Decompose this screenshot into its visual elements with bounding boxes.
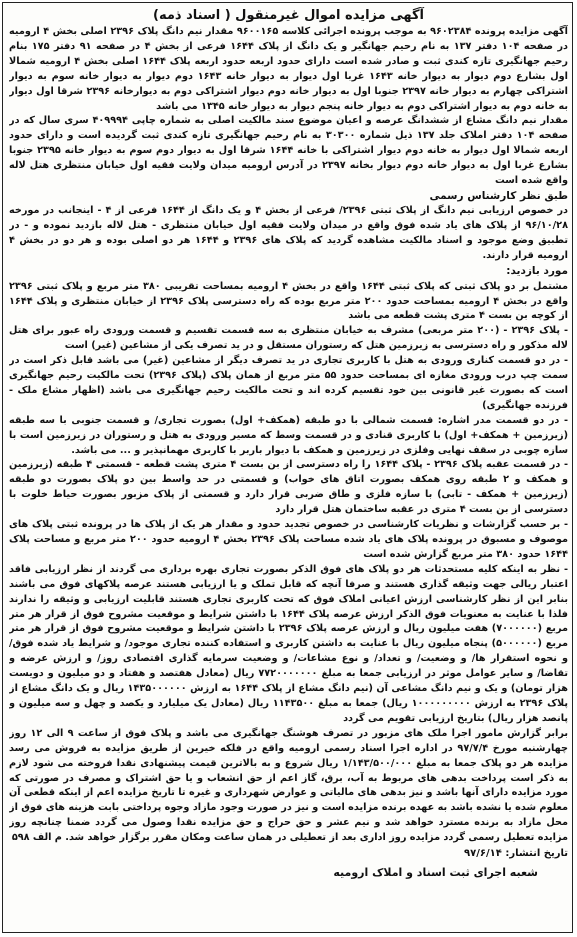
publication-date: تاریخ انتشار: ۹۷/۶/۱۴ [464, 848, 568, 860]
bullet-3: - در دو قسمت مدر اشاره: قسمت شمالی با دو طبقه (همکف+ اول) بصورت تجاری/ و قسمت جنوبی با سه طبقه (زیرزمین + همکف+ اول) با کاربری قنادی و در قسمت وسط که مسیر ورودی به هتل و رستوران در زیرزمین است با سازه چوبی در سقف نهایی وفلزی در زیرزمین و همکف با دیوار باربر با کاربری مهمانپذیر و ... می باشد. [9, 414, 568, 456]
notice-frame [2, 2, 573, 933]
subject-text: مشتمل بر دو پلاک ثبتی که پلاک ثبتی ۱۶۴۴ واقع در بخش ۴ ارومیه بمساحت تقریبی ۳۸۰ متر مربع و پلاک ثبتی ۲۳۹۶ واقع در بخش ۴ ارومیه بمساحت حدود ۲۰۰ متر مربع بوده که راه دسترسی پلاک ۲۳۹۶ از خیابان منتظری و پلاک ۱۶۴۴ از کوچه بن بست ۴ متری پشت قطعه می باشد [9, 280, 568, 322]
signature-block [9, 865, 568, 883]
expert-text: در خصوص ارزیابی نیم دانگ از پلاک ثبتی ۲۳۹۶/ فرعی از بخش ۴ و یک دانگ از ۱۶۴۴ فرعی از ۴ - اینجانب در مورخه ۹۶/۱۰/۲۸ از پلاک های یاد شده فوق واقع در میدان ولایت فقیه اول خیابان منتظری - هتل لاله بازدید نموده و - در تطبیق وضع موجود و اسناد مالکیت مشاهده گردید که پلاک های ۲۳۹۶ و ۱۶۴۴ هر دو اصلی بوده و هر دو در بخش ۴ ارومیه قرار دارند. [9, 205, 568, 262]
expert-heading: طبق نظر کارشناس رسمی [429, 189, 568, 202]
closing-terms: برابر گزارش مامور اجرا ملک های مزبور در تصرف هوشنگ جهانگیری می باشد و پلاک فوق از ساعت ۹ الی ۱۲ روز چهارشنبه مورخ ۹۷/۷/۴ در اداره اجرا اسناد رسمی ارومیه واقع در فلکه خیرین از طریق مزایده به فروش می رسد مزایده هر دو پلاک جمعا به مبلغ ۱/۱۴۳/۵۰۰/۰۰۰ ریال شروع و به بالاترین قیمت پیشنهادی نقدا فروخته می شود لازم به ذکر است پرداخت بدهی های مربوط به آب، برق، گاز اعم از حق انشعاب و یا حق اشتراک و مصرف در صورتی که مورد مزایده دارای آنها باشد و نیز بدهی های مالیاتی و عوارض شهرداری و غیره تا تاریخ مزایده اعم از اینکه قطعی آن معلوم شده یا نشده باشد به عهده برنده مزایده است و نیز در صورت وجود مازاد وجوه پرداختی بابت هزینه های فوق از محل مازاد به برنده مسترد خواهد شد و نیم عشر و حق حراج و حق مزایده نقدا وصول می گردد ضمنا چنانچه روز مزایده تعطیل رسمی گردد مزایده روز اداری بعد از تعطیلی در همان ساعت ومکان مقرر برگزار خواهد شد. م الف ۵۹۸ [9, 727, 568, 844]
notice-property-description: مقدار نیم دانگ مشاع از ششدانگ عرصه و اعیان موضوع سند مالکیت اصلی به شماره چاپی ۴۰۹۹۹۴ سری سال که در صفحه ۱۰۴ دفتر املاک جلد ۱۳۷ ذیل شماره ۳۰۳۰۰ به نام رحیم جهانگیری تازه کندی ثبت گردیده است و دارای حدود اربعه شمالا اول دیوار به خانه دوم دیوار اشتراکی با خانه ۱۶۴۴ شرقا اول به دیوار دوم سوم به دیوار خانه ۲۳۹۵ جنوبا بشارع غربا اول به دیوار خانه دوم دیوار بخانه ۲۳۹۷ در آدرس ارومیه میدان ولایت فقیه اول خیابان منتظری هتل لاله واقع شده است [9, 115, 568, 187]
auction-notice [9, 7, 568, 929]
subject-heading: مورد بازدید: [506, 265, 568, 278]
notice-intro: آگهی مزایده پرونده ۹۶۰۲۳۸۴ به موجب پرونده اجرائی کلاسه ۹۶۰۰۱۶۵ مقدار نیم دانگ پلاک ۲۳۹۶ اصلی بخش ۴ ارومیه در صفحه ۱۰۴ دفتر ۱۳۷ به نام رحیم جهانگیر و یک دانگ از پلاک ۱۶۴۴ فرعی از بخش ۴ در صفحه ۹۱ دفتر ۱۷۵ بنام رحیم جهانگیری تازه کندی ثبت و صادر شده است دارای حدود اربعه حدود اربعه پلاک ۱۶۴۴ اصلی بخش ۴ ارومیه شمالا اول بشارع دوم دیوار به دیوار خانه ۱۶۴۳ غربا اول دیوار به دیوار خانه ۱۶۴۳ دوم دیوار به دیوار خانه سوم به دیوار اشتراکی چهارم به دیوار خانه ۲۳۹۷ جنوبا اول به دیوار خانه دوم دیوار اشتراکی دوم به دیوارخانه ۲۳۹۶ شرقا اول دیوار به خانه دوم به دیوار اشتراکی دوم به دیوار خانه پنجم دیوار به دیوار خانه ۱۳۴۵ می باشد [9, 26, 568, 112]
bullet-4: - در قسمت عقبه پلاک ۲۳۹۶ - پلاک ۱۶۴۴ را راه دسترسی از بن بست ۴ متری پشت قطعه - قسمتی ۴ طبقه (زیرزمین و همکف و ۲ طبقه روی همکف بصورت اتاق های خواب) و قسمتی در حد واسط بین دو پلاک بصورت دو طبقه (زیرزمین + همکف - تابی) با سازه فلزی و طاق ضربی قرار دارد و قسمتی از پلاک مزبور بصورت حیاط خلوت با دسترسی از بن بست ۴ متری در عقبه ساختمان هتل قرار دارد [9, 459, 568, 516]
notice-title: آگهی مزایده اموال غیرمنقول ( اسناد ذمه) [153, 8, 424, 23]
signature: شعبه اجرای ثبت اسناد و املاک ارومیه [333, 866, 538, 880]
bullet-6-valuation: - نظر به اینکه کلیه مستحدثات هر دو پلاک های فوق الذکر بصورت تجاری بهره برداری می گردند از نظر ارزیابی فاقد اعتبار ریالی جهت وثیقه گذاری هستند و صرفا آنچه که قابل تملک و یا ارزیابی هستند عرصه پلاکهای فوق می باشند بنابر این از نظر کارشناسی ارزش اعیانی املاک فوق که تحت کاربری تجاری هستند قابلیت ارزیابی و وثیقه را ندارند فلذا با عنایت به معنویات فوق الذکر ارزش عرصه پلاک ۱۶۴۴ با داشتن شرایط و موقعیت مشروح فوق از قرار هر متر مربع (۷۰۰۰۰۰۰) هفت میلیون ریال و ارزش عرصه پلاک ۲۳۹۶ با داشتن شرایط و موقعیت مشروح فوق از قرار هر متر مربع (۵۰۰۰۰۰۰) پنجاه میلیون ریال با عنایت به داشتن کاربری و استفاده کننده تجاری موجود/ و شرایط یاد شده فوق/ و نحوه استقرار ها/ و وضعیت/ و تعداد/ و نوع مشاعات/ و وضعیت سرمایه گذاری اقتصادی روز/ و ارزش عرضه و تقاضا/ و سایر عوامل موثر در ارزیابی جمعا به مبلغ ۷۷۲۰۰۰۰۰۰۰ ریال (معادل هفتصد و هفتاد و دو میلیون و دویست هزار تومان) و یک و نیم دانگ مشاعی آن (نیم دانگ مشاع از پلاک ۱۶۴۴ به ارزش ۱۴۳۵۰۰۰۰۰۰ ریال و یک دانگ مشاع از پلاک ۲۳۹۶ به ارزش ۱۰۰۰۰۰۰۰۰۰ ریال) جمعا به مبلغ ۱۱۴۳۵۰۰ ریال (معادل یک میلیارد و یکصد و چهل و سه میلیون و پانصد هزار ریال) بتاریخ ارزیابی تقویم می گردد [9, 563, 568, 724]
bullet-2: - در دو قسمت کناری ورودی به هتل با کاربری تجاری در ید تصرف دیگر از مشاعین (غیر) می باشد قابل ذکر است در سمت چپ درب ورودی مغازه ای بمساحت حدود ۵۵ متر مربع از همان پلاک (پلاک ۲۳۹۶) تحت مالکیت رحیم جهانگیری است که بصورت غیر قانونی بین خود تقسیم کرده اند و تحت مالکیت رحیم جهانگیری می باشد (اظهار مشاع ملک - فرزنده جهانگیری) [9, 355, 568, 411]
bullet-5: - بر حسب گزارشات و نظریات کارشناسی در خصوص تجدید حدود و مقدار هر یک از پلاک ها در پرونده ثبتی پلاک های موصوف و مسبوق در پرونده پلاک های یاد شده مساحت پلاک ۲۳۹۶ بخش ۴ ارومیه حدود ۲۰۰ متر مربع و مساحت پلاک ۱۶۴۴ حدود ۳۸۰ متر مربع گزارش شده است [9, 519, 568, 560]
bullet-1: - پلاک ۲۳۹۶ - (۲۰۰ متر مربعی) مشرف به خیابان منتظری به سه قسمت تقسیم و قسمت ورودی راه عبور برای هتل لاله مذکور و راه دسترسی به زیرزمین هتل که رستوران مستقل و در ید تصرف یکی از مشاعین (غیر) است [9, 325, 568, 352]
